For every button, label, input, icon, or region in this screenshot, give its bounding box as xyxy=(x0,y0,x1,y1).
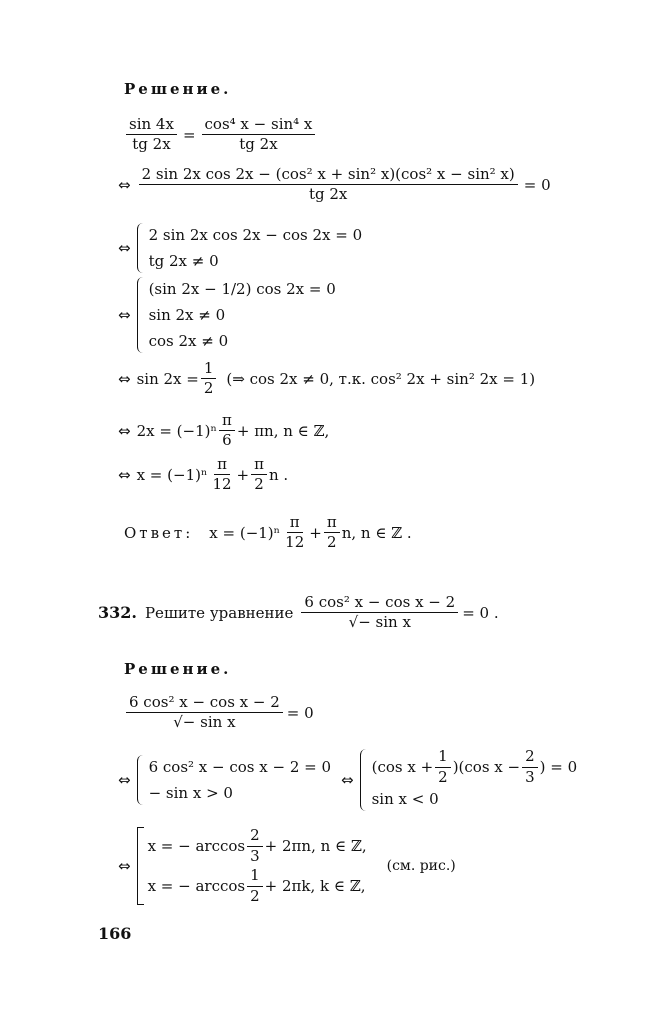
system xyxy=(149,754,331,806)
remark: (⇒ cos 2x ≠ 0, т.к. cos² 2x + sin² 2x = 1) xyxy=(226,369,536,388)
denominator: 2 xyxy=(438,767,448,786)
system-row: sin x < 0 xyxy=(371,790,439,808)
system-row: tg 2x ≠ 0 xyxy=(148,252,219,270)
numerator: 2 xyxy=(522,748,538,767)
system xyxy=(372,748,578,812)
factor-text: (cos x + xyxy=(371,758,434,776)
numerator: 1 xyxy=(435,748,451,767)
lhs: sin 2x = xyxy=(136,369,199,388)
denominator: 2 xyxy=(254,475,264,494)
equation-line-4 xyxy=(118,276,336,354)
numerator: π xyxy=(324,514,340,533)
equation-line-m1 xyxy=(124,694,314,732)
system-brace xyxy=(137,755,146,805)
numerator: 1 xyxy=(201,360,217,379)
fraction xyxy=(202,116,316,154)
numerator: 1 xyxy=(247,867,263,886)
rhs: + πn, n ∈ ℤ, xyxy=(236,421,330,440)
equivalence-icon: ⇔ xyxy=(118,175,131,194)
denominator: √− sin x xyxy=(348,613,411,632)
numerator: 2 sin 2x cos 2x − (cos² x + sin² x)(cos² x − sin² x) xyxy=(139,166,518,185)
system xyxy=(149,222,363,274)
system-brace xyxy=(360,749,369,811)
fraction xyxy=(251,456,267,494)
equals-zero: = 0 xyxy=(523,175,551,194)
equivalence-icon: ⇔ xyxy=(118,369,131,388)
equation-line-5 xyxy=(118,360,535,398)
equals-sign: = xyxy=(182,125,196,144)
answer-line xyxy=(124,514,412,552)
fraction xyxy=(139,166,518,204)
numerator: cos⁴ x − sin⁴ x xyxy=(202,116,316,135)
fraction xyxy=(126,116,177,154)
row-text: x = − arccos xyxy=(147,837,246,855)
system-row: (sin 2x − 1/2) cos 2x = 0 xyxy=(148,280,336,298)
fraction xyxy=(522,748,538,786)
row-text: + 2πk, k ∈ ℤ, xyxy=(264,877,366,895)
fraction xyxy=(435,748,451,786)
lhs: x = (−1)ⁿ xyxy=(136,465,208,484)
denominator: 2 xyxy=(326,533,337,552)
numerator: π xyxy=(219,412,235,431)
denominator: 2 xyxy=(250,886,260,905)
equals-zero: = 0 . xyxy=(462,603,499,622)
numerator: π xyxy=(214,456,230,475)
numerator: 6 cos² x − cos x − 2 xyxy=(301,594,458,613)
problem-statement xyxy=(98,594,499,632)
numerator: 6 cos² x − cos x − 2 xyxy=(126,694,283,713)
rhs: n . xyxy=(268,465,289,484)
equals-zero: = 0 xyxy=(286,703,314,722)
equation-line-m3 xyxy=(118,826,456,906)
denominator: √− sin x xyxy=(173,713,236,732)
solution-label: Решение. xyxy=(124,660,232,678)
plus-sign: + xyxy=(309,523,322,542)
equation-line-1 xyxy=(124,116,317,154)
system-brace xyxy=(137,277,146,353)
equivalence-icon: ⇔ xyxy=(118,465,131,484)
equivalence-icon: ⇔ xyxy=(118,857,131,875)
denominator: tg 2x xyxy=(308,185,348,204)
fraction xyxy=(282,514,307,552)
system xyxy=(148,826,367,906)
equivalence-icon: ⇔ xyxy=(341,771,354,789)
denominator: tg 2x xyxy=(239,135,278,154)
problem-number: 332. xyxy=(98,603,137,623)
fraction xyxy=(324,514,340,552)
lhs: 2x = (−1)ⁿ xyxy=(136,421,217,440)
system-row: sin 2x ≠ 0 xyxy=(148,306,226,324)
equivalence-icon: ⇔ xyxy=(118,771,131,789)
page-number: 166 xyxy=(98,924,132,943)
answer-label: Ответ: xyxy=(124,523,194,542)
equation-line-6 xyxy=(118,412,329,450)
fraction xyxy=(247,867,263,905)
fraction xyxy=(209,456,234,494)
factor-text: ) = 0 xyxy=(539,758,578,776)
equivalence-icon: ⇔ xyxy=(118,239,131,257)
numerator: π xyxy=(287,514,303,533)
system xyxy=(149,276,336,354)
system-row: − sin x > 0 xyxy=(148,784,233,802)
fraction xyxy=(219,412,235,450)
numerator: π xyxy=(251,456,267,475)
denominator: 3 xyxy=(250,846,260,865)
system-row: 6 cos² x − cos x − 2 = 0 xyxy=(148,758,332,776)
system-row: 2 sin 2x cos 2x − cos 2x = 0 xyxy=(148,226,363,244)
numerator: 2 xyxy=(247,827,263,846)
fraction xyxy=(247,827,263,865)
solution-label: Решение. xyxy=(124,80,232,98)
system-row xyxy=(148,866,367,906)
denominator: 6 xyxy=(222,431,232,450)
fraction xyxy=(201,360,217,398)
equivalence-icon: ⇔ xyxy=(118,421,131,440)
system-brace xyxy=(137,223,146,273)
lhs: x = (−1)ⁿ xyxy=(209,523,281,542)
figure-reference: (см. рис.) xyxy=(386,858,456,874)
rhs: n, n ∈ ℤ . xyxy=(341,523,412,542)
fraction xyxy=(126,694,283,732)
denominator: 12 xyxy=(212,475,232,494)
equation-line-m2 xyxy=(118,748,577,812)
row-text: x = − arccos xyxy=(147,877,246,895)
system-row xyxy=(372,748,578,786)
denominator: 3 xyxy=(525,767,535,786)
equation-line-3 xyxy=(118,222,362,274)
denominator: tg 2x xyxy=(132,135,171,154)
fraction xyxy=(301,594,458,632)
denominator: 2 xyxy=(203,379,214,398)
numerator: sin 4x xyxy=(126,116,177,135)
equivalence-icon: ⇔ xyxy=(118,306,131,324)
denominator: 12 xyxy=(285,533,305,552)
plus-sign: + xyxy=(236,465,250,484)
system-row: cos 2x ≠ 0 xyxy=(148,332,229,350)
equation-line-7 xyxy=(118,456,288,494)
equation-line-2 xyxy=(118,166,551,204)
problem-text: Решите уравнение xyxy=(144,603,294,622)
system-row xyxy=(148,826,367,866)
row-text: + 2πn, n ∈ ℤ, xyxy=(264,837,367,855)
union-bracket xyxy=(137,827,144,905)
factor-text: )(cos x − xyxy=(452,758,521,776)
